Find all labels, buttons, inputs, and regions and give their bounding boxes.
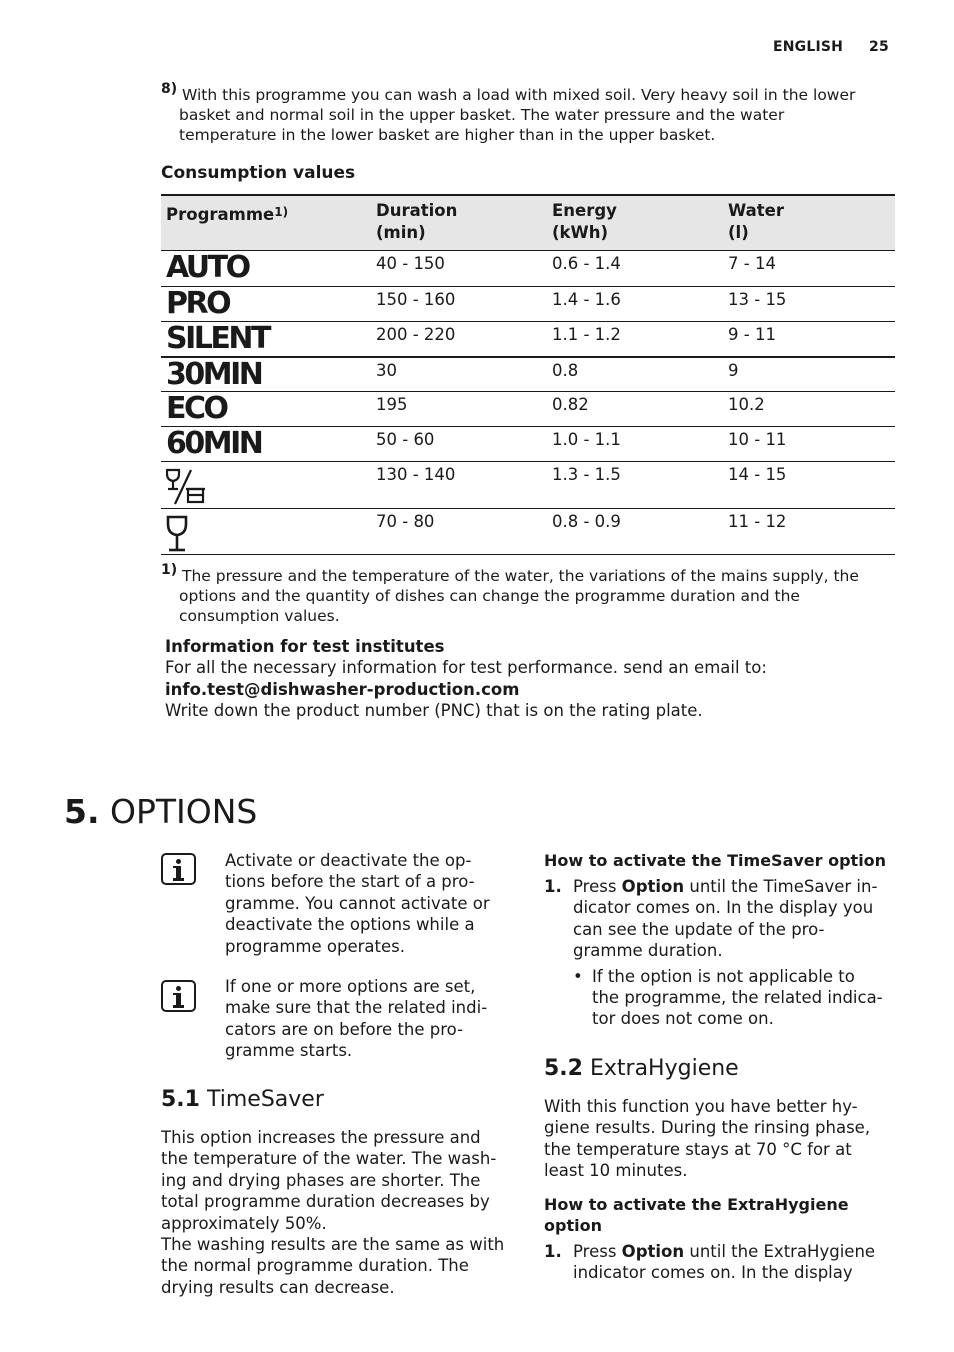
option-button-label: Option [621,877,685,896]
extrahygiene-description [544,1096,904,1182]
footnote-line: basket and normal soil in the upper basket. The water pressure and the water [179,106,785,124]
paragraph-line: giene results. During the rinsing phase, [544,1118,871,1138]
step-text: Press [573,877,622,896]
duration-cell: 50 - 60 [371,427,547,462]
subsection-heading-extrahygiene [544,1055,739,1083]
energy-cell: 1.3 - 1.5 [547,462,723,509]
table-header-row [161,195,895,251]
table-row [161,251,895,287]
footnote-mark: 8) [161,81,178,97]
energy-cell: 0.8 [547,357,723,392]
timesaver-step [544,876,904,1036]
footnote-line: consumption values. [179,607,340,625]
step-line: can see the update of the pro- [573,919,825,939]
duration-cell: 70 - 80 [371,509,547,555]
energy-cell: 0.82 [547,392,723,427]
howto-title-line: option [544,1216,602,1235]
step-number: 1. [544,877,562,896]
duration-cell: 30 [371,357,547,392]
programme-silent-label: SILENT [166,321,269,356]
header-energy-unit: (kWh) [552,223,609,242]
programme-pro-label: PRO [166,286,230,321]
footnote-1 [161,562,901,627]
howto-title-line: How to activate the ExtraHygiene [544,1195,849,1214]
duration-cell: 200 - 220 [371,322,547,357]
page-number: 25 [869,39,889,55]
table-row [161,287,895,322]
timesaver-description [161,1127,521,1298]
programme-cell [161,462,371,509]
subsection-heading-timesaver [161,1086,324,1114]
subsection-title: TimeSaver [206,1087,324,1112]
test-info-line: Write down the product number (PNC) that is on the rating plate. [165,701,703,721]
header-water-unit: (l) [728,223,749,242]
paragraph-line: least 10 minutes. [544,1161,688,1181]
test-info-line: For all the necessary information for test performance. send an email to: [165,658,767,678]
header-duration [371,195,547,251]
note-line: gramme starts. [225,1041,353,1061]
programme-cell [161,392,371,427]
footnote-mark: 1) [161,562,178,578]
footnote-8 [161,81,901,146]
table-row [161,462,895,509]
footnote-line: options and the quantity of dishes can change the programme duration and the [179,587,800,605]
programme-cell [161,251,371,287]
extrahygiene-step [544,1241,904,1289]
programme-cell [161,357,371,392]
note-line: Activate or deactivate the op- [225,851,472,870]
programme-30min-label: 30MIN [166,356,262,392]
timesaver-howto-title: How to activate the TimeSaver option [544,851,887,870]
note-line: gramme. You cannot activate or [225,893,490,913]
footnote-line: The pressure and the temperature of the water, the variations of the mains supply, the [182,567,859,585]
programme-cell [161,287,371,322]
programme-eco-label: ECO [166,391,227,426]
water-cell: 7 - 14 [723,251,895,287]
duration-cell: 130 - 140 [371,462,547,509]
table-row [161,357,895,392]
subsection-title: ExtraHygiene [589,1056,739,1081]
test-info [165,636,895,722]
test-info-email[interactable]: info.test@dishwasher-production.com [165,679,520,699]
note-line: cators are on before the pro- [225,1019,464,1039]
water-cell: 10.2 [723,392,895,427]
header-water [723,195,895,251]
paragraph-line: approximately 50%. [161,1213,327,1233]
table-row [161,322,895,357]
header-duration-unit: (min) [376,223,426,242]
info-icon [161,853,196,885]
programme-auto-label: AUTO [166,250,249,285]
note-text [225,976,515,1062]
subsection-number: 5.2 [544,1056,583,1081]
info-icon [161,980,196,1012]
bullet-mark: • [573,966,583,986]
header-water-label: Water [728,201,784,220]
paragraph-line: the temperature of the water. The wash- [161,1149,497,1169]
footnote-line: temperature in the lower basket are higher than in the upper basket. [179,126,716,144]
footnote-ref: 1) [274,205,289,219]
step-text: Press [573,1242,622,1261]
step-number: 1. [544,1242,562,1261]
paragraph-line: the normal programme duration. The [161,1256,469,1276]
paragraph-line: total programme duration decreases by [161,1192,490,1212]
duration-cell: 40 - 150 [371,251,547,287]
header-energy-label: Energy [552,201,617,220]
section-number: 5. [64,792,100,831]
water-cell: 10 - 11 [723,427,895,462]
header-duration-label: Duration [376,201,458,220]
note-line: If one or more options are set, [225,977,476,996]
header-programme-label: Programme [166,205,275,224]
wine-glass-icon [166,514,192,554]
bullet-item [573,966,903,1030]
water-cell: 11 - 12 [723,509,895,555]
table-row [161,427,895,462]
table-row [161,509,895,555]
section-title: OPTIONS [110,792,258,831]
header-energy [547,195,723,251]
step-line: indicator comes on. In the display [573,1263,853,1283]
step-text: until the TimeSaver in- [684,877,878,896]
water-cell: 9 [723,357,895,392]
step-line [573,876,903,897]
consumption-table [161,194,895,555]
step-line [573,1241,903,1262]
programme-cell [161,427,371,462]
duration-cell: 195 [371,392,547,427]
paragraph-line: the temperature stays at 70 °C for at [544,1139,852,1159]
note-line: make sure that the related indi- [225,998,488,1018]
glass-and-pot-icon [166,467,208,507]
energy-cell: 1.1 - 1.2 [547,322,723,357]
step-text: until the ExtraHygiene [684,1242,876,1261]
paragraph-line: drying results can decrease. [161,1277,395,1297]
energy-cell: 0.6 - 1.4 [547,251,723,287]
table-row [161,392,895,427]
duration-cell: 150 - 160 [371,287,547,322]
bullet-line: tor does not come on. [592,1009,774,1029]
subsection-number: 5.1 [161,1087,200,1112]
note-line: deactivate the options while a [225,915,475,935]
step-line: gramme duration. [573,941,723,961]
energy-cell: 1.0 - 1.1 [547,427,723,462]
option-button-label: Option [621,1242,685,1261]
bullet-line: If the option is not applicable to [592,966,855,986]
extrahygiene-howto-title [544,1194,904,1236]
paragraph-line: ing and drying phases are shorter. The [161,1170,481,1190]
header-programme [161,195,371,251]
section-heading [64,792,257,832]
note-line: programme operates. [225,936,405,956]
energy-cell: 1.4 - 1.6 [547,287,723,322]
paragraph-line: With this function you have better hy- [544,1097,858,1116]
consumption-title: Consumption values [161,163,356,183]
water-cell: 9 - 11 [723,322,895,357]
programme-cell [161,322,371,357]
header-language: ENGLISH [773,39,844,55]
note-line: tions before the start of a pro- [225,872,475,892]
water-cell: 13 - 15 [723,287,895,322]
bullet-line: the programme, the related indica- [592,988,883,1008]
programme-cell [161,509,371,555]
water-cell: 14 - 15 [723,462,895,509]
footnote-line: With this programme you can wash a load with mixed soil. Very heavy soil in the lower [182,86,856,104]
note-text [225,850,515,957]
step-line: dicator comes on. In the display you [573,898,874,918]
paragraph-line: This option increases the pressure and [161,1128,481,1147]
test-info-title: Information for test institutes [165,637,445,656]
paragraph-line: The washing results are the same as with [161,1235,505,1255]
energy-cell: 0.8 - 0.9 [547,509,723,555]
programme-60min-label: 60MIN [166,426,262,461]
